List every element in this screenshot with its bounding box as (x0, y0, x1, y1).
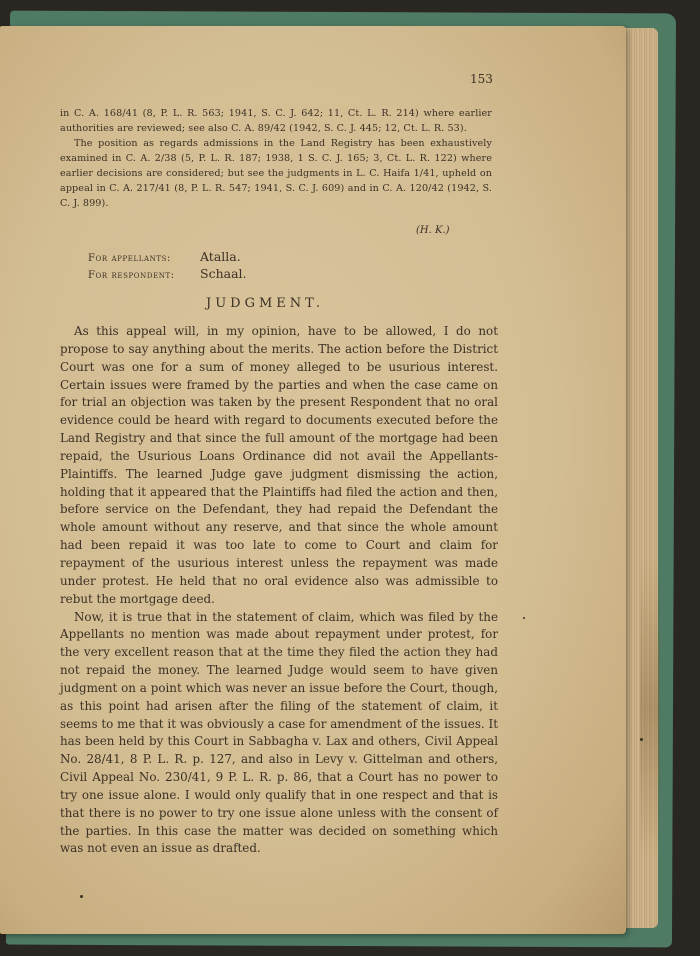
references-paragraph: in C. A. 168/41 (8, P. L. R. 563; 1941, S. C. J. 642; 11, Ct. L. R. 214) where earlier authorities are reviewed; see also C. A. 89/42 (1942, S. C. J. 445; 12, Ct. L. R. 53). (60, 108, 492, 134)
references-paragraph: The position as regards admissions in the Land Registry has been exhaustively examined in C. A. 2/38 (5, P. L. R. 187; 1938, 1 S. C. J. 165; 3, Ct. L. R. 122) where earlier decisions are considered; but see the judgments in L. C. Haifa 1/41, upheld on appeal in C. A. 217/41 (8, P. L. R. 547; 1941, S. C. J. 609) and in C. A. 120/42 (1942, S. C. J. 899). (60, 138, 492, 209)
case-references (60, 106, 492, 211)
counsel-label: For appellants: (88, 253, 172, 264)
counsel-label: For respondent: (88, 270, 175, 281)
page-stain (640, 560, 660, 860)
ink-speck (523, 617, 525, 619)
judgment-body (60, 323, 498, 858)
ink-speck (80, 895, 83, 898)
ink-speck (640, 738, 643, 741)
counsel-name: Schaal. (200, 266, 247, 281)
counsel-respondent (88, 263, 247, 282)
counsel-name: Atalla. (200, 249, 241, 264)
section-heading: JUDGMENT. (206, 296, 325, 311)
reporter-initials: (H. K.) (416, 225, 450, 236)
judgment-paragraph: As this appeal will, in my opinion, have to be allowed, I do not propose to say anything about the merits. The action before the District Court was one for a sum of money alleged to be usurious interest. Certain issues were framed by the parties and when the case came on for trial an objection was taken by the present Respondent that no oral evidence could be heard with regard to documents executed before the Land Registry and that since the full amount of the mortgage had been repaid, the Usurious Loans Ordinance did not avail the Appellants-Plaintiffs. The learned Judge gave judgment dismissing the action, holding that it appeared that the Plaintiffs had filed the action and then, before service on the Defendant, they had repaid the Defendant the whole amount without any reserve, and that since the whole amount had been repaid it was too late to come to Court and claim for repayment of the usurious interest unless the repayment was made under protest. He held that no oral evidence also was admissible to rebut the mortgage deed. (60, 324, 498, 606)
judgment-paragraph: Now, it is true that in the statement of claim, which was filed by the Appellants no mention was made about repayment under protest, for the very excellent reason that at the time they filed the action they had not repaid the money. The learned Judge would seem to have given judgment on a point which was never an issue before the Court, though, as this point had arisen after the filing of the statement of claim, it seems to me that it was obviously a case for amendment of the issues. It has been held by this Court in Sabbagha v. Lax and others, Civil Appeal No. 28/41, 8 P. L. R. p. 127, and also in Levy v. Gittelman and others, Civil Appeal No. 230/41, 9 P. L. R. p. 86, that a Court has no power to try one issue alone. I would only qualify that in one respect and that is that there is no power to try one issue alone unless with the consent of the parties. In this case the matter was decided on something which was not even an issue as drafted. (60, 609, 498, 856)
page-number: 153 (470, 72, 493, 86)
